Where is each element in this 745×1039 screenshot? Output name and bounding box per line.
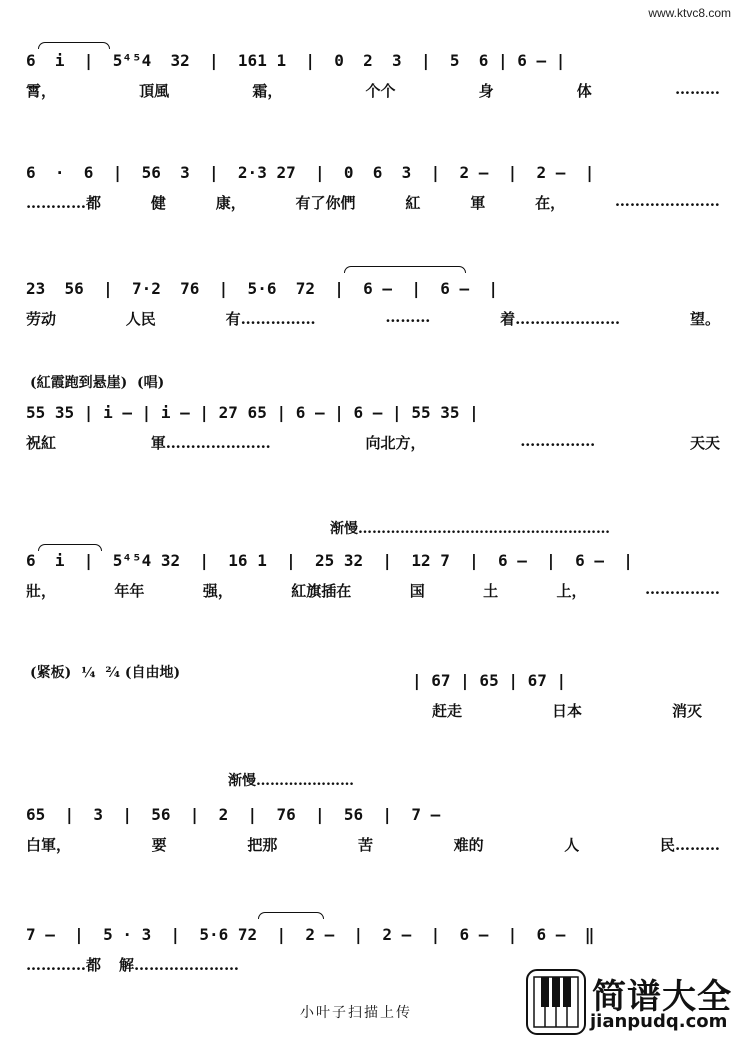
tempo-marking: (紧板) ¼ ²⁄₄ (自由地): [30, 665, 181, 681]
lyric: ………: [674, 80, 720, 98]
lyric: …………都: [26, 956, 102, 974]
score-line-5: [26, 540, 720, 660]
uploader-note: 小叶子扫描上传: [300, 1005, 412, 1021]
lyric: 身: [478, 82, 494, 100]
notation-row: [26, 540, 720, 570]
notation-text: 7 — | 5 · 3 | 5·6 72 | 2 — | 2 — | 6 — | 6 — ‖: [26, 925, 595, 944]
lyric: 霄，: [26, 82, 57, 100]
lyric: …………都: [26, 194, 102, 212]
lyrics-row: [26, 580, 720, 601]
lyric: 人: [564, 836, 580, 854]
notation-row: [26, 914, 720, 944]
lyric: 壯，: [26, 582, 57, 600]
lyric: 有了你們: [295, 194, 356, 212]
lyrics-row: [412, 700, 722, 721]
score-line-3: [26, 268, 720, 388]
lyric: 消灭: [671, 702, 702, 720]
notation-row: [26, 794, 720, 824]
lyric: 民………: [659, 836, 720, 854]
score-line-7: [26, 794, 720, 914]
lyric: 祝紅: [26, 434, 57, 452]
notation-text: 6 · 6 | 56 3 | 2·3 27 | 0 6 3 | 2 — | 2 — |: [26, 163, 595, 182]
tempo-marking: 渐慢…………………: [228, 773, 354, 789]
stage-direction: (紅霞跑到悬崖) (唱): [30, 375, 165, 391]
lyric: 上，: [556, 582, 587, 600]
lyric: 健: [150, 194, 166, 212]
lyric: 着…………………: [500, 310, 621, 328]
lyric: 在，: [535, 194, 566, 212]
lyric: 向北方，: [365, 434, 426, 452]
notation-text: 6 i | 5⁴⁵4 32 | 16 1 | 25 32 | 12 7 | 6 — | 6 — |: [26, 551, 633, 570]
lyric: 个个: [365, 82, 396, 100]
lyric: 苦: [357, 836, 373, 854]
notation-text: 55 35 | i — | i — | 27 65 | 6 — | 6 — | 55 35 |: [26, 403, 479, 422]
logo-url[interactable]: jianpudq.com: [590, 1011, 728, 1032]
notation-text: | 67 | 65 | 67 |: [412, 671, 567, 690]
lyrics-row: [26, 308, 720, 329]
lyric: …………………: [614, 192, 720, 210]
score-line-2: [26, 152, 720, 272]
lyrics-row: [26, 80, 720, 101]
notation-row: [26, 392, 720, 422]
logo-title: 简谱大全: [592, 977, 732, 1017]
lyric: ………: [385, 308, 431, 326]
lyric: 日本: [551, 702, 582, 720]
lyric: 白軍，: [26, 836, 72, 854]
lyric: 国: [409, 582, 425, 600]
lyric: 紅: [405, 194, 421, 212]
lyrics-row: [26, 834, 720, 855]
score-line-1: [26, 40, 720, 160]
lyric: 解…………………: [119, 956, 240, 974]
lyrics-row: [26, 432, 720, 453]
lyric: 望。: [689, 310, 720, 328]
piano-keys-icon: [526, 969, 586, 1035]
lyric: 要: [151, 836, 167, 854]
lyric: 难的: [453, 836, 484, 854]
lyric: 霜，: [252, 82, 283, 100]
lyric: 軍…………………: [150, 434, 271, 452]
notation-row: [26, 268, 720, 298]
score-line-4: [26, 392, 720, 512]
notation-text: 23 56 | 7·2 76 | 5·6 72 | 6 — | 6 — |: [26, 279, 499, 298]
lyric: ……………: [644, 580, 720, 598]
notation-row: [26, 152, 720, 182]
lyric: 天天: [689, 434, 720, 452]
lyric: 土: [483, 582, 499, 600]
notation-row: [26, 40, 720, 70]
lyrics-row: [26, 192, 720, 213]
score-line-6: [412, 660, 722, 780]
lyric: 赶走: [432, 702, 463, 720]
lyric: 康，: [215, 194, 246, 212]
lyric: 紅旗插在: [291, 582, 352, 600]
lyric: 劳动: [26, 310, 57, 328]
site-url[interactable]: www.ktvc8.com: [648, 6, 731, 20]
lyric: 有……………: [225, 310, 316, 328]
notation-row: [412, 660, 722, 690]
lyric: 人民: [125, 310, 156, 328]
site-logo[interactable]: [520, 965, 745, 1039]
tempo-marking: 渐慢………………………………………………: [330, 521, 610, 537]
lyric: 年年: [114, 582, 145, 600]
lyric: 把那: [247, 836, 278, 854]
lyric: 体: [576, 82, 592, 100]
lyric: 軍: [470, 194, 486, 212]
notation-text: 65 | 3 | 56 | 2 | 76 | 56 | 7 —: [26, 805, 441, 824]
notation-text: 6 i | 5⁴⁵4 32 | 161 1 | 0 2 3 | 5 6 | 6 — |: [26, 51, 566, 70]
lyric: 頂風: [139, 82, 170, 100]
lyric: ……………: [520, 432, 596, 450]
lyric: 强，: [202, 582, 233, 600]
